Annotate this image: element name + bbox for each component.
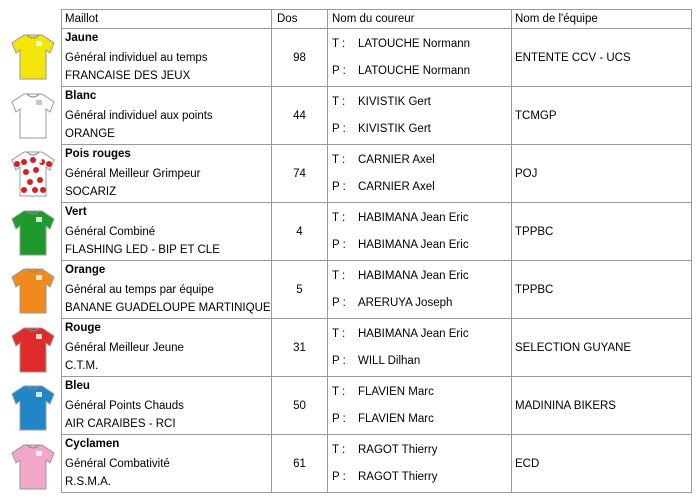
- table-row: [62, 319, 692, 377]
- coureur-cell: [328, 261, 512, 319]
- porteur-name: KIVISTIK Gert: [358, 123, 431, 135]
- classement: Général Meilleur Grimpeur: [65, 168, 201, 180]
- jersey-pois-rouges-icon: [6, 146, 60, 200]
- sponsor: FLASHING LED - BIP ET CLE: [65, 244, 220, 256]
- coureur-cell: [328, 377, 512, 435]
- sponsor: SOCARIZ: [65, 186, 117, 198]
- team-cell: TCMGP: [512, 87, 692, 145]
- sponsor: R.S.M.A.: [65, 476, 112, 488]
- jersey-orange-icon: [6, 263, 60, 317]
- porteur-name: CARNIER Axel: [358, 181, 435, 193]
- porteur-line: [332, 471, 437, 483]
- table-row: [62, 87, 692, 145]
- p-label: P :: [332, 355, 346, 367]
- porteur-name: FLAVIEN Marc: [358, 413, 434, 425]
- titulaire-line: [332, 38, 470, 50]
- jersey-name: Orange: [65, 264, 106, 276]
- sponsor: AIR CARAIBES - RCI: [65, 418, 176, 430]
- coureur-cell: [328, 203, 512, 261]
- porteur-line: [332, 239, 469, 251]
- titulaire-name: RAGOT Thierry: [358, 444, 438, 456]
- table-row: [62, 261, 692, 319]
- t-label: T :: [332, 328, 346, 340]
- jersey-vert-icon: [6, 205, 60, 259]
- titulaire-line: [332, 154, 435, 166]
- coureur-cell: [328, 29, 512, 87]
- table-row: [62, 29, 692, 87]
- maillot-cell: [62, 377, 272, 435]
- team-cell: SELECTION GUYANE: [512, 319, 692, 377]
- header-row: [62, 10, 692, 29]
- classement: Général Meilleur Jeune: [65, 342, 184, 354]
- coureur-cell: [328, 435, 512, 493]
- header-maillot: Maillot: [62, 10, 272, 29]
- classement: Général Combativité: [65, 458, 170, 470]
- table-row: [62, 377, 692, 435]
- porteur-line: [332, 65, 470, 77]
- classement: Général individuel aux points: [65, 110, 213, 122]
- dos-cell: 4: [272, 203, 328, 261]
- t-label: T :: [332, 154, 346, 166]
- p-label: P :: [332, 297, 346, 309]
- jersey-jaune-icon: [6, 29, 60, 83]
- classement: Général au temps par équipe: [65, 284, 214, 296]
- titulaire-line: [332, 270, 469, 282]
- t-label: T :: [332, 444, 346, 456]
- jersey-cyclamen-icon: [6, 439, 60, 493]
- t-label: T :: [332, 38, 346, 50]
- team-cell: TPPBC: [512, 203, 692, 261]
- p-label: P :: [332, 65, 346, 77]
- header-dos: Dos: [272, 10, 328, 29]
- sponsor: ORANGE: [65, 128, 115, 140]
- t-label: T :: [332, 96, 346, 108]
- maillot-cell: [62, 319, 272, 377]
- titulaire-name: FLAVIEN Marc: [358, 386, 434, 398]
- titulaire-name: HABIMANA Jean Eric: [358, 328, 469, 340]
- coureur-cell: [328, 319, 512, 377]
- titulaire-line: [332, 444, 437, 456]
- maillot-cell: [62, 203, 272, 261]
- titulaire-name: KIVISTIK Gert: [358, 96, 431, 108]
- jersey-name: Jaune: [65, 32, 99, 44]
- porteur-name: RAGOT Thierry: [358, 471, 438, 483]
- classement: Général Points Chauds: [65, 400, 184, 412]
- p-label: P :: [332, 471, 346, 483]
- dos-cell: 61: [272, 435, 328, 493]
- titulaire-line: [332, 96, 431, 108]
- table-row: [62, 145, 692, 203]
- dos-cell: 98: [272, 29, 328, 87]
- dos-cell: 50: [272, 377, 328, 435]
- dos-cell: 44: [272, 87, 328, 145]
- team-cell: POJ: [512, 145, 692, 203]
- t-label: T :: [332, 212, 346, 224]
- titulaire-name: CARNIER Axel: [358, 154, 435, 166]
- jersey-name: Blanc: [65, 90, 97, 102]
- jersey-name: Bleu: [65, 380, 90, 392]
- maillot-cell: [62, 29, 272, 87]
- dos-cell: 5: [272, 261, 328, 319]
- porteur-line: [332, 123, 431, 135]
- porteur-name: ARERUYA Joseph: [358, 297, 453, 309]
- header-equipe: Nom de l'équipe: [512, 10, 692, 29]
- t-label: T :: [332, 386, 346, 398]
- table-row: [62, 435, 692, 493]
- maillot-cell: [62, 87, 272, 145]
- jersey-name: Cyclamen: [65, 438, 120, 450]
- titulaire-line: [332, 212, 469, 224]
- team-cell: TPPBC: [512, 261, 692, 319]
- jerseys-table: [61, 9, 692, 493]
- team-cell: MADININA BIKERS: [512, 377, 692, 435]
- classement: Général Combiné: [65, 226, 156, 238]
- p-label: P :: [332, 239, 346, 251]
- porteur-name: LATOUCHE Normann: [358, 65, 471, 77]
- team-cell: ENTENTE CCV - UCS: [512, 29, 692, 87]
- jersey-name: Vert: [65, 206, 87, 218]
- p-label: P :: [332, 123, 346, 135]
- sponsor: BANANE GUADELOUPE MARTINIQUE: [65, 302, 271, 314]
- table-row: [62, 203, 692, 261]
- dos-cell: 74: [272, 145, 328, 203]
- porteur-line: [332, 355, 420, 367]
- coureur-cell: [328, 87, 512, 145]
- maillot-cell: [62, 145, 272, 203]
- t-label: T :: [332, 270, 346, 282]
- p-label: P :: [332, 181, 346, 193]
- jersey-bleu-icon: [6, 380, 60, 434]
- titulaire-line: [332, 386, 434, 398]
- jersey-blanc-icon: [6, 88, 60, 142]
- porteur-name: WILL Dilhan: [358, 355, 421, 367]
- p-label: P :: [332, 413, 346, 425]
- jersey-name: Pois rouges: [65, 148, 131, 160]
- titulaire-name: HABIMANA Jean Eric: [358, 212, 469, 224]
- jersey-rouge-icon: [6, 322, 60, 376]
- maillot-cell: [62, 435, 272, 493]
- porteur-line: [332, 297, 452, 309]
- maillot-cell: [62, 261, 272, 319]
- coureur-cell: [328, 145, 512, 203]
- header-coureur: Nom du coureur: [328, 10, 512, 29]
- classement: Général individuel au temps: [65, 52, 208, 64]
- titulaire-line: [332, 328, 469, 340]
- sponsor: C.T.M.: [65, 360, 99, 372]
- sponsor: FRANCAISE DES JEUX: [65, 70, 191, 82]
- titulaire-name: LATOUCHE Normann: [358, 38, 471, 50]
- team-cell: ECD: [512, 435, 692, 493]
- jersey-name: Rouge: [65, 322, 101, 334]
- dos-cell: 31: [272, 319, 328, 377]
- porteur-line: [332, 413, 434, 425]
- porteur-line: [332, 181, 435, 193]
- titulaire-name: HABIMANA Jean Eric: [358, 270, 469, 282]
- porteur-name: HABIMANA Jean Eric: [358, 239, 469, 251]
